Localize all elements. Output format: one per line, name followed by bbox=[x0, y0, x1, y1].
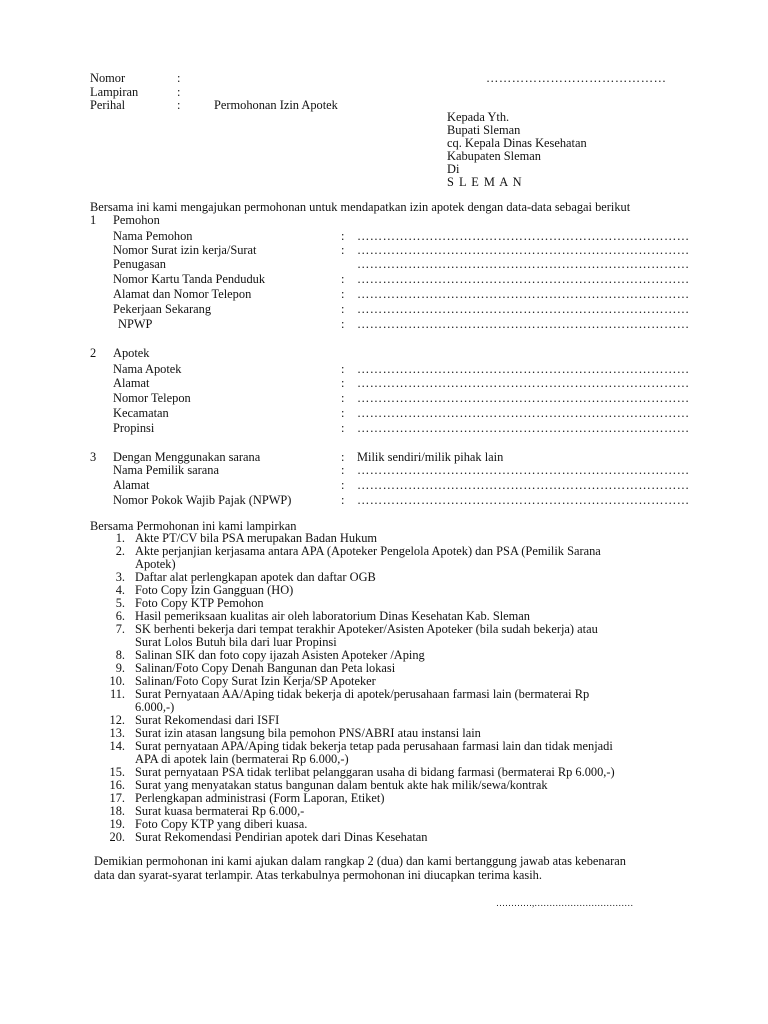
form-row bbox=[0, 302, 768, 316]
field-value-dots: …………………………………………………………………… bbox=[357, 493, 690, 507]
field-colon: : bbox=[341, 362, 345, 376]
field-value-dots: …………………………………………………………………… bbox=[357, 302, 690, 316]
list-text: Salinan/Foto Copy Surat Izin Kerja/SP Apoteker bbox=[135, 674, 376, 688]
lampiran-colon: : bbox=[177, 85, 181, 99]
field-colon: : bbox=[341, 421, 345, 435]
lampiran-label: Lampiran bbox=[90, 85, 139, 99]
list-number: 19. bbox=[109, 817, 125, 831]
list-number: 14. bbox=[109, 739, 125, 753]
list-number: 13. bbox=[109, 726, 125, 740]
field-colon: : bbox=[341, 406, 345, 420]
list-text: APA di apotek lain (bermaterai Rp 6.000,-) bbox=[135, 752, 349, 766]
field-label: Nomor Kartu Tanda Penduduk bbox=[113, 272, 266, 286]
field-value-dots: …………………………………………………………………… bbox=[357, 257, 690, 271]
list-number: 18. bbox=[109, 804, 125, 818]
nomor-colon: : bbox=[177, 71, 181, 85]
recipient-city: S L E M A N bbox=[447, 175, 523, 189]
recipient-line: Kepada Yth. bbox=[447, 110, 510, 124]
field-colon: : bbox=[341, 376, 345, 390]
field-label: Nama Pemohon bbox=[113, 229, 193, 243]
form-row bbox=[0, 406, 768, 420]
list-number: 11. bbox=[109, 687, 125, 701]
closing-text: data dan syarat-syarat terlampir. Atas terkabulnya permohonan ini diucapkan terima kasih. bbox=[94, 868, 542, 882]
signature-dots: …………,…………………………… bbox=[496, 898, 634, 908]
list-item bbox=[0, 740, 768, 753]
list-number: 17. bbox=[109, 791, 125, 805]
field-value-dots: …………………………………………………………………… bbox=[357, 229, 690, 243]
field-label: Nomor Pokok Wajib Pajak (NPWP) bbox=[113, 493, 292, 507]
field-label: Propinsi bbox=[113, 421, 155, 435]
field-value-dots: …………………………………………………………………… bbox=[357, 317, 690, 331]
nomor-label: Nomor bbox=[90, 71, 126, 85]
recipient-line: Di bbox=[447, 162, 460, 176]
list-number: 2. bbox=[115, 544, 125, 558]
list-text: Salinan SIK dan foto copy ijazah Asisten Apoteker /Aping bbox=[135, 648, 425, 662]
perihal-colon: : bbox=[177, 98, 181, 112]
field-value-dots: …………………………………………………………………… bbox=[357, 463, 690, 477]
list-text: Akte perjanjian kerjasama antara APA (Apoteker Pengelola Apotek) dan PSA (Pemilik Sarana bbox=[135, 544, 601, 558]
list-number: 5. bbox=[115, 596, 125, 610]
list-number: 6. bbox=[115, 609, 125, 623]
form-row bbox=[0, 376, 768, 390]
field-label: Penugasan bbox=[113, 257, 166, 271]
attachments-intro: Bersama Permohonan ini kami lampirkan bbox=[90, 519, 297, 533]
date-dots: …………………………………… bbox=[486, 71, 667, 85]
field-colon: : bbox=[341, 493, 345, 507]
list-text: Salinan/Foto Copy Denah Bangunan dan Peta lokasi bbox=[135, 661, 396, 675]
field-value-dots: …………………………………………………………………… bbox=[357, 391, 690, 405]
list-text: Surat pernyataan APA/Aping tidak bekerja tetap pada perusahaan farmasi lain dan tidak menjadi bbox=[135, 739, 613, 753]
field-label: NPWP bbox=[118, 317, 153, 331]
list-text: Akte PT/CV bila PSA merupakan Badan Hukum bbox=[135, 531, 378, 545]
field-colon: : bbox=[341, 450, 345, 464]
form-row bbox=[0, 287, 768, 301]
field-label: Nomor Telepon bbox=[113, 391, 191, 405]
form-row bbox=[0, 362, 768, 376]
form-row bbox=[0, 463, 768, 477]
field-value-dots: …………………………………………………………………… bbox=[357, 362, 690, 376]
section-title: Apotek bbox=[113, 346, 150, 360]
list-text: Foto Copy KTP yang diberi kuasa. bbox=[135, 817, 308, 831]
field-label: Nomor Surat izin kerja/Surat bbox=[113, 243, 257, 257]
list-text: Surat kuasa bermaterai Rp 6.000,- bbox=[135, 804, 305, 818]
recipient-line: cq. Kepala Dinas Kesehatan bbox=[447, 136, 587, 150]
list-text: Hasil pemeriksaan kualitas air oleh laboratorium Dinas Kesehatan Kab. Sleman bbox=[135, 609, 530, 623]
list-text: Surat pernyataan PSA tidak terlibat pelanggaran usaha di bidang farmasi (bermaterai Rp 6.000,-) bbox=[135, 765, 615, 779]
field-colon: : bbox=[341, 302, 345, 316]
intro-text: Bersama ini kami mengajukan permohonan untuk mendapatkan izin apotek dengan data-data sebagai berikut bbox=[90, 200, 631, 214]
field-colon: : bbox=[341, 287, 345, 301]
list-number: 16. bbox=[109, 778, 125, 792]
field-value-dots: …………………………………………………………………… bbox=[357, 478, 690, 492]
field-colon: : bbox=[341, 229, 345, 243]
field-value-dots: …………………………………………………………………… bbox=[357, 421, 690, 435]
form-row bbox=[0, 478, 768, 492]
list-text: SK berhenti bekerja dari tempat terakhir Apoteker/Asisten Apoteker (bila sudah bekerja) atau bbox=[135, 622, 598, 636]
form-row bbox=[0, 229, 768, 243]
perihal-label: Perihal bbox=[90, 98, 126, 112]
section-title-value: Milik sendiri/milik pihak lain bbox=[357, 450, 504, 464]
section-number: 2 bbox=[90, 346, 97, 360]
list-text: Foto Copy KTP Pemohon bbox=[135, 596, 264, 610]
form-row bbox=[0, 493, 768, 507]
field-label: Alamat dan Nomor Telepon bbox=[113, 287, 252, 301]
field-value-dots: …………………………………………………………………… bbox=[357, 272, 690, 286]
field-label: Nama Pemilik sarana bbox=[113, 463, 219, 477]
field-value-dots: …………………………………………………………………… bbox=[357, 406, 690, 420]
form-row bbox=[0, 243, 768, 257]
form-row bbox=[0, 317, 768, 331]
list-item bbox=[0, 623, 768, 636]
field-colon: : bbox=[341, 272, 345, 286]
field-label: Kecamatan bbox=[113, 406, 169, 420]
list-text: Surat izin atasan langsung bila pemohon PNS/ABRI atau instansi lain bbox=[135, 726, 481, 740]
list-number: 10. bbox=[109, 674, 125, 688]
closing-text: Demikian permohonan ini kami ajukan dalam rangkap 2 (dua) dan kami bertanggung jawab atas kebenaran bbox=[94, 854, 626, 868]
list-number: 3. bbox=[115, 570, 125, 584]
list-text: Surat Rekomendasi dari ISFI bbox=[135, 713, 280, 727]
section-number: 3 bbox=[90, 450, 97, 464]
list-text: Surat Lolos Butuh bila dari luar Propinsi bbox=[135, 635, 337, 649]
section-title: Pemohon bbox=[113, 213, 160, 227]
list-text: Perlengkapan administrasi (Form Laporan, Etiket) bbox=[135, 791, 385, 805]
field-value-dots: …………………………………………………………………… bbox=[357, 243, 690, 257]
field-colon: : bbox=[341, 243, 345, 257]
recipient-line: Kabupaten Sleman bbox=[447, 149, 541, 163]
form-row bbox=[0, 272, 768, 286]
list-text: Apotek) bbox=[135, 557, 176, 571]
list-number: 12. bbox=[109, 713, 125, 727]
list-number: 20. bbox=[109, 830, 125, 844]
field-label: Nama Apotek bbox=[113, 362, 182, 376]
list-text: Daftar alat perlengkapan apotek dan daftar OGB bbox=[135, 570, 376, 584]
list-text: 6.000,-) bbox=[135, 700, 175, 714]
list-text: Surat yang menyatakan status bangunan dalam bentuk akte hak milik/sewa/kontrak bbox=[135, 778, 548, 792]
list-text: Surat Pernyataan AA/Aping tidak bekerja di apotek/perusahaan farmasi lain (bermaterai Rp bbox=[135, 687, 590, 701]
recipient-line: Bupati Sleman bbox=[447, 123, 521, 137]
list-text: Surat Rekomendasi Pendirian apotek dari Dinas Kesehatan bbox=[135, 830, 428, 844]
field-label: Alamat bbox=[113, 478, 150, 492]
perihal-value: Permohonan Izin Apotek bbox=[214, 98, 338, 112]
list-item bbox=[0, 688, 768, 701]
field-value-dots: …………………………………………………………………… bbox=[357, 287, 690, 301]
field-label: Alamat bbox=[113, 376, 150, 390]
field-label: Pekerjaan Sekarang bbox=[113, 302, 212, 316]
list-text: Foto Copy Izin Gangguan (HO) bbox=[135, 583, 294, 597]
list-number: 4. bbox=[115, 583, 125, 597]
section-number: 1 bbox=[90, 213, 97, 227]
list-number: 1. bbox=[115, 531, 125, 545]
form-row bbox=[0, 450, 768, 464]
field-value-dots: …………………………………………………………………… bbox=[357, 376, 690, 390]
list-number: 7. bbox=[115, 622, 125, 636]
field-colon: : bbox=[341, 478, 345, 492]
section-title: Dengan Menggunakan sarana bbox=[113, 450, 261, 464]
field-colon: : bbox=[341, 391, 345, 405]
field-colon: : bbox=[341, 463, 345, 477]
list-number: 9. bbox=[115, 661, 125, 675]
list-item bbox=[0, 545, 768, 558]
list-item bbox=[0, 831, 768, 844]
list-number: 15. bbox=[109, 765, 125, 779]
field-colon: : bbox=[341, 317, 345, 331]
form-row bbox=[0, 257, 768, 271]
list-number: 8. bbox=[115, 648, 125, 662]
form-row bbox=[0, 421, 768, 435]
form-row bbox=[0, 391, 768, 405]
